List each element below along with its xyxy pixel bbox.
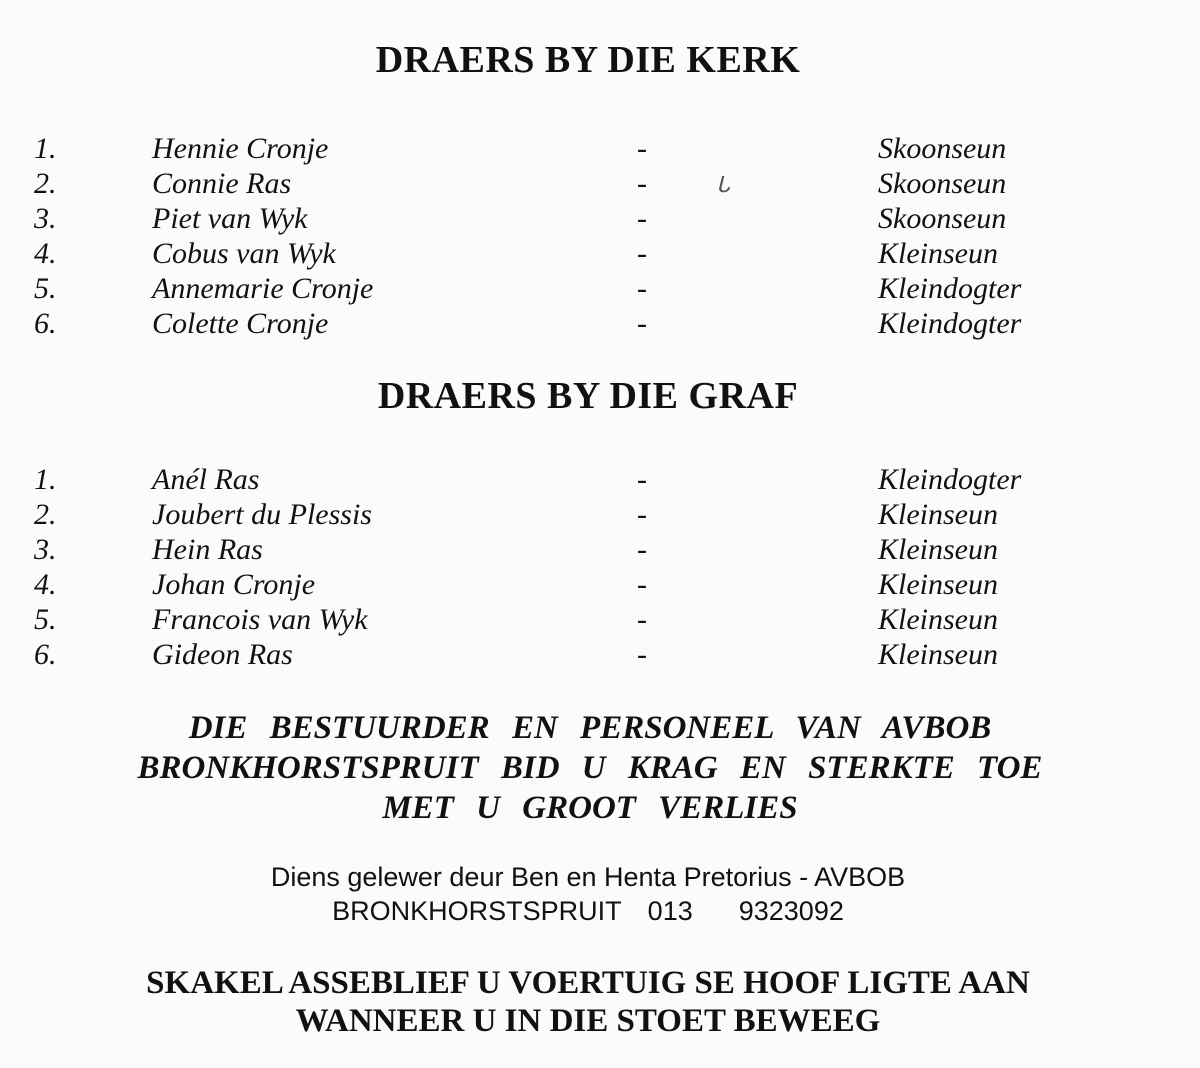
bearer-number: 3. (34, 202, 57, 235)
grave-bearers-heading: DRAERS BY DIE GRAF (377, 375, 799, 417)
bearer-name: Hein Ras (152, 533, 263, 566)
bearer-number: 2. (34, 167, 57, 200)
credit-line: Diens gelewer deur Ben en Henta Pretorius - AVBOB (270, 862, 906, 892)
separator-dash: - (637, 307, 647, 340)
service-credit (0, 860, 1176, 928)
credit-town: BRONKHORSTSPRUIT (332, 896, 622, 926)
bearer-number: 4. (34, 568, 57, 601)
separator-dash: - (637, 498, 647, 531)
separator-dash: - (637, 167, 647, 200)
bearer-name: Connie Ras (152, 167, 292, 200)
separator-dash: - (637, 568, 647, 601)
separator-dash: - (637, 638, 647, 671)
church-bearers-heading: DRAERS BY DIE KERK (375, 39, 801, 81)
notice-line: SKAKEL ASSEBLIEF U VOERTUIG SE HOOF LIGTE AAN (146, 965, 1030, 1001)
grave-bearer-row (0, 602, 1200, 637)
bearer-name: Cobus van Wyk (152, 237, 336, 270)
bearer-number: 2. (34, 498, 57, 531)
bearer-name: Annemarie Cronje (152, 272, 374, 305)
bearer-name: Johan Cronje (152, 568, 316, 601)
church-bearer-row (0, 306, 1200, 341)
bearer-relation: Kleinseun (878, 603, 998, 636)
separator-dash: - (637, 603, 647, 636)
headlights-notice (0, 964, 1176, 1040)
bearer-name: Colette Cronje (152, 307, 329, 340)
bearer-number: 5. (34, 272, 57, 305)
condolence-line: BRONKHORSTSPRUIT BID U KRAG EN STERKTE TOE (137, 750, 1043, 786)
bearer-relation: Kleindogter (878, 307, 1022, 340)
bearer-number: 5. (34, 603, 57, 636)
bearer-relation: Kleinseun (878, 568, 998, 601)
bearer-name: Joubert du Plessis (152, 498, 372, 531)
bearer-relation: Skoonseun (878, 167, 1007, 200)
bearer-relation: Kleindogter (878, 272, 1022, 305)
bearer-relation: Kleinseun (878, 533, 998, 566)
bearer-name: Gideon Ras (152, 638, 293, 671)
notice-line: WANNEER U IN DIE STOET BEWEEG (295, 1003, 881, 1039)
separator-dash: - (637, 533, 647, 566)
contact-line (0, 894, 1176, 928)
stray-pen-mark: ᒐ (716, 172, 730, 197)
bearer-number: 4. (34, 237, 57, 270)
church-bearer-row (0, 271, 1200, 306)
church-bearer-row (0, 131, 1200, 166)
bearer-relation: Skoonseun (878, 202, 1007, 235)
bearer-name: Piet van Wyk (152, 202, 308, 235)
bearer-relation: Kleindogter (878, 463, 1022, 496)
bearer-number: 3. (34, 533, 57, 566)
phone-number: 9323092 (738, 896, 844, 926)
grave-bearer-row (0, 567, 1200, 602)
separator-dash: - (637, 463, 647, 496)
separator-dash: - (637, 272, 647, 305)
grave-bearer-row (0, 462, 1200, 497)
bearer-name: Hennie Cronje (152, 132, 329, 165)
condolence-message (40, 708, 1140, 828)
bearer-number: 1. (34, 132, 57, 165)
bearer-number: 6. (34, 638, 57, 671)
bearer-relation: Skoonseun (878, 132, 1007, 165)
bearer-relation: Kleinseun (878, 237, 998, 270)
bearer-number: 1. (34, 463, 57, 496)
separator-dash: - (637, 237, 647, 270)
separator-dash: - (637, 132, 647, 165)
bearer-relation: Kleinseun (878, 498, 998, 531)
bearer-relation: Kleinseun (878, 638, 998, 671)
condolence-line: DIE BESTUURDER EN PERSONEEL VAN AVBOB (188, 710, 992, 746)
separator-dash: - (637, 202, 647, 235)
church-bearer-row (0, 201, 1200, 236)
bearer-name: Francois van Wyk (152, 603, 368, 636)
condolence-line: MET U GROOT VERLIES (382, 790, 798, 826)
phone-area-code: 013 (647, 896, 693, 926)
church-bearer-row (0, 166, 1200, 201)
grave-bearer-row (0, 532, 1200, 567)
bearer-name: Anél Ras (152, 463, 260, 496)
grave-bearer-row (0, 637, 1200, 672)
church-bearer-row (0, 236, 1200, 271)
bearer-number: 6. (34, 307, 57, 340)
grave-bearer-row (0, 497, 1200, 532)
